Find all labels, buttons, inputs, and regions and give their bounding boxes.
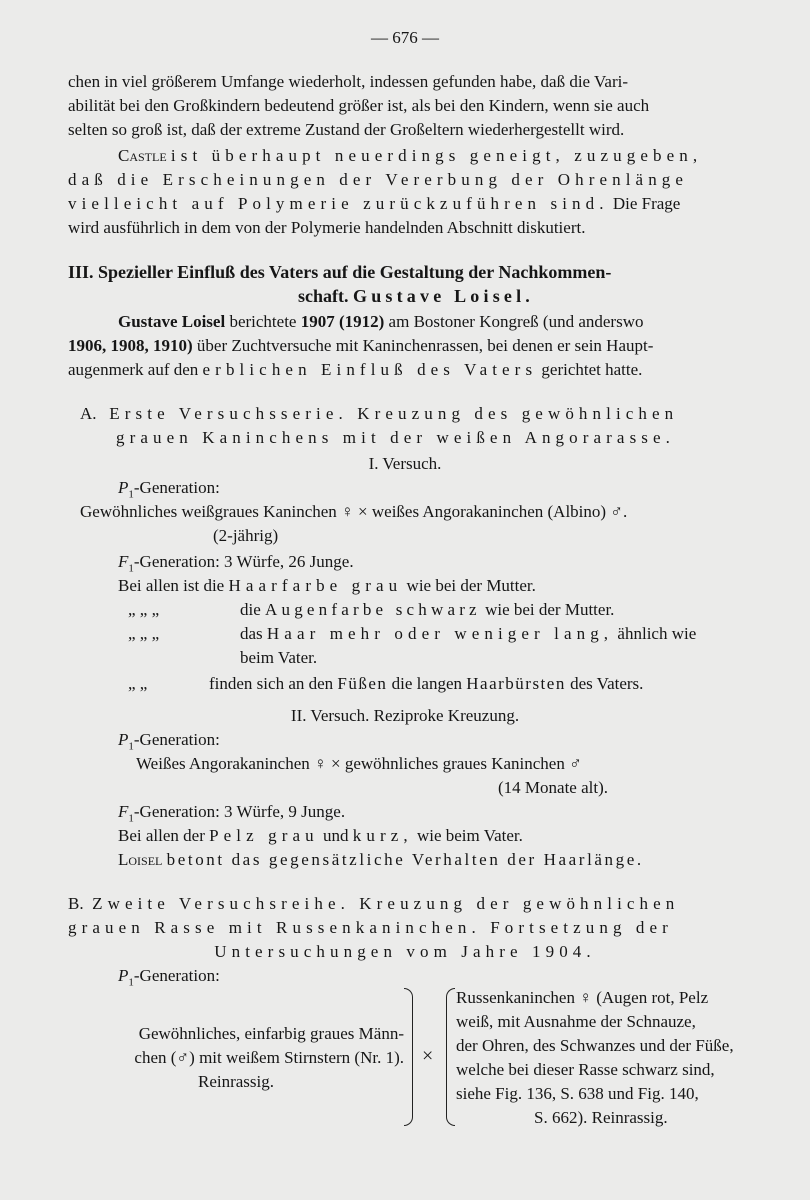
ditto-3: „ „ (128, 674, 148, 693)
left-parent-line3: Reinrassig. (197, 1072, 275, 1091)
experiment-2-heading: II. Versuch. Reziproke Kreuzung. (290, 706, 520, 725)
cross-symbol: × (422, 1045, 434, 1067)
right-parent-line5: siehe Fig. 136, S. 638 und Fig. 140, (456, 1084, 699, 1103)
para1-line3: selten so groß ist, daß der extreme Zustand der Großeltern wiederhergestellt wird. (68, 120, 625, 139)
series-b-title-cont-2: Untersuchungen vom Jahre 1904. (214, 942, 596, 961)
loisel-line1: Gustave Loisel berichtete 1907 (1912) am Bostoner Kongreß (und anderswo (118, 312, 644, 331)
p1-generation-label-2: $P_1$-Generation: (118, 730, 220, 753)
result-hair-length: das Haar mehr oder weniger lang, ähnlich wie (240, 624, 697, 643)
section-heading-cont: schaft. Gustave Loisel. (298, 286, 535, 306)
left-brace (446, 988, 455, 1126)
loisel-remark: Loisel betont das gegensätzliche Verhalten der Haarlänge. (118, 850, 644, 869)
cross-1: Gewöhnliches weißgraues Kaninchen ♀ × weißes Angorakaninchen (Albino) ♂. (80, 502, 628, 521)
cross-2: Weißes Angorakaninchen ♀ × gewöhnliches graues Kaninchen ♂ (136, 754, 582, 773)
section-heading: III. Spezieller Einfluß des Vaters auf die Gestaltung der Nachkommen- (68, 262, 612, 282)
f1-generation-1: $F_1$-Generation: 3 Würfe, 26 Junge. (118, 552, 354, 575)
castle-line3: vielleicht auf Polymerie zurückzuführen sind. Die Frage (68, 194, 681, 213)
castle-line2: daß die Erscheinungen der Vererbung der Ohrenlänge (68, 170, 689, 189)
experiment-1-heading: I. Versuch. (368, 454, 442, 473)
page-number: — 676 — (371, 28, 439, 47)
left-parent-line1: Gewöhnliches, einfarbig graues Männ- (138, 1024, 404, 1043)
f1-generation-2: $F_1$-Generation: 3 Würfe, 9 Junge. (118, 802, 346, 825)
right-brace (404, 988, 413, 1126)
p1-generation-label: $P_1$-Generation: (118, 478, 220, 501)
loisel-line3: augenmerk auf den erblichen Einfluß des Vaters gerichtet hatte. (68, 360, 643, 379)
result-hair-length-cont: beim Vater. (240, 648, 318, 667)
result-fur: Bei allen der Pelz grau und kurz, wie beim Vater. (118, 826, 523, 845)
series-a-title-cont: grauen Kaninchens mit der weißen Angorarasse. (116, 428, 675, 447)
right-parent-line6: S. 662). Reinrassig. (534, 1108, 668, 1127)
castle-line4: wird ausführlich in dem von der Polymerie handelnden Abschnitt diskutiert. (68, 218, 586, 237)
right-parent-line3: der Ohren, des Schwanzes und der Füße, (456, 1036, 734, 1055)
result-feet-brushes: finden sich an den Füßen die langen Haarbürsten des Vaters. (209, 674, 644, 693)
para1-line2: abilität bei den Großkindern bedeutend größer ist, als bei den Kindern, wenn sie auch (68, 96, 650, 115)
series-b-title: B. Zweite Versuchsreihe. Kreuzung der gewöhnlichen (68, 894, 680, 913)
age-1: (2-jährig) (213, 526, 279, 545)
right-parent-line4: welche bei dieser Rasse schwarz sind, (456, 1060, 715, 1079)
ditto-2: „ „ „ (128, 624, 160, 643)
result-eye-colour: die Augenfarbe schwarz wie bei der Mutter. (240, 600, 615, 619)
loisel-line2: 1906, 1908, 1910) über Zuchtversuche mit Kaninchenrassen, bei denen er sein Haupt- (68, 336, 654, 355)
p1-generation-label-3: $P_1$-Generation: (118, 966, 220, 989)
left-parent-line2: chen (♂) mit weißem Stirnstern (Nr. 1). (134, 1048, 404, 1067)
age-2: (14 Monate alt). (498, 778, 608, 797)
right-parent-line2: weiß, mit Ausnahme der Schnauze, (456, 1012, 696, 1031)
castle-line1: Castle ist überhaupt neuerdings geneigt, zuzugeben, (118, 146, 703, 165)
series-b-title-cont: grauen Rasse mit Russenkaninchen. Fortsetzung der (68, 918, 673, 937)
author-castle: Castle (118, 146, 167, 165)
para1-line1: chen in viel größerem Umfange wiederholt, indessen gefunden habe, daß die Vari- (68, 72, 629, 91)
series-a-title: A. Erste Versuchsserie. Kreuzung des gewöhnlichen (80, 404, 679, 423)
right-parent-line1: Russenkaninchen ♀ (Augen rot, Pelz (456, 988, 709, 1007)
ditto-1: „ „ „ (128, 600, 160, 619)
result-hair-colour: Bei allen ist die Haarfarbe grau wie bei der Mutter. (118, 576, 536, 595)
